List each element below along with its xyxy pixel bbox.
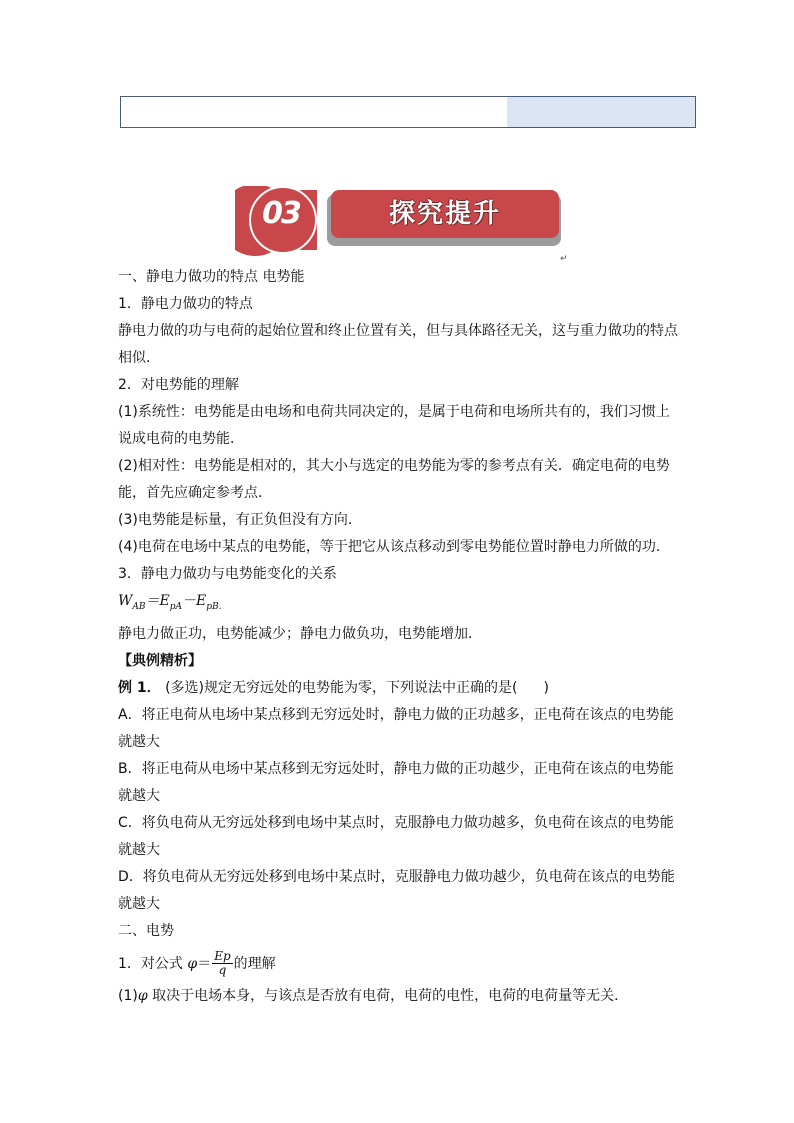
s2-item1-line2: 说成电荷的电势能． [118, 431, 244, 447]
formula-w-sub: AB [132, 601, 146, 612]
s2-formula-fraction [212, 950, 232, 977]
s2-item1-text: 取决于电场本身，与该点是否放有电荷，电荷的电性，电荷的电荷量等无关． [152, 987, 629, 1004]
s2-formula-prefix: 1．对公式 [118, 955, 183, 972]
banner-number: 03 [262, 196, 300, 231]
option-c-line2: 就越大 [118, 841, 160, 858]
section-banner [235, 186, 565, 256]
formula-e1: E [159, 593, 170, 609]
header-box-left [121, 97, 507, 127]
s2-item2-line1: (2)相对性：电势能是相对的，其大小与选定的电势能为零的参考点有关．确定电荷的电势 [118, 458, 670, 474]
s2-item3: (3)电势能是标量，有正负但没有方向． [118, 512, 362, 528]
document-body [118, 264, 678, 1010]
s2-item1-prefix: (1) [118, 987, 138, 1004]
header-box-right [507, 97, 695, 127]
header-box [120, 96, 696, 128]
s2-formula-line [118, 945, 678, 983]
s2-item1-line1: (1)系统性：电势能是由电场和电荷共同决定的，是属于电荷和电场所共有的，我们习惯上 [118, 404, 670, 420]
s2-item4: (4)电荷在电场中某点的电势能，等于把它从该点移动到零电势能位置时静电力所做的功． [118, 539, 670, 555]
formula-eq: ＝ [145, 593, 160, 609]
s3-paragraph: 静电力做正功，电势能减少；静电力做负功，电势能增加． [118, 625, 482, 642]
formula-minus: － [182, 593, 197, 609]
formula-e2: E [196, 593, 207, 609]
formula-w: W [118, 593, 133, 609]
s2-item2-line2: 能，首先应确定参考点． [118, 485, 272, 501]
formula-e2-sub: pB [206, 601, 219, 612]
s2-item1 [118, 983, 678, 1010]
example-tag: (多选) [165, 679, 205, 696]
option-c-line1: C．将负电荷从无穷远处移到电场中某点时，克服静电力做功越多，负电荷在该点的电势能 [118, 814, 674, 831]
option-a-line1: A．将正电荷从电场中某点移到无穷远处时，静电力做的正功越多，正电荷在该点的电势能 [118, 706, 674, 723]
banner-title: 探究提升 [388, 199, 501, 229]
s1-paragraph-line1: 静电力做的功与电荷的起始位置和终止位置有关，但与具体路径无关，这与重力做功的特点 [118, 323, 678, 339]
option-b-line2: 就越大 [118, 787, 160, 804]
section2-heading: 二、电势 [118, 922, 174, 939]
example-question-text: 规定无穷远处的电势能为零，下列说法中正确的是( [204, 679, 518, 696]
option-b-line1: B．将正电荷从电场中某点移到无穷远处时，静电力做的正功越少，正电荷在该点的电势能 [118, 760, 674, 777]
option-d-line1: D．将负电荷从无穷远处移到电场中某点时，克服静电力做功越少，负电荷在该点的电势能 [118, 868, 675, 885]
formula-e1-sub: pA [169, 601, 183, 612]
fraction-denominator: q [218, 963, 227, 978]
example-question [118, 675, 678, 702]
s2-formula-eq: ＝ [197, 955, 212, 972]
s2-formula-suffix: 的理解 [233, 955, 276, 972]
s2-formula-phi: φ [187, 955, 198, 972]
s1-title: 1．静电力做功的特点 [118, 296, 253, 312]
option-d-line2: 就越大 [118, 895, 160, 912]
formula-end: . [218, 601, 222, 612]
s1-paragraph-line2: 相似． [118, 350, 160, 366]
s2-title: 2．对电势能的理解 [118, 377, 239, 393]
option-a-line2: 就越大 [118, 733, 160, 750]
section1-heading: 一、静电力做功的特点 电势能 [118, 269, 305, 285]
s3-formula [118, 588, 678, 621]
s2-item1-phi: φ [137, 987, 148, 1004]
s3-title: 3．静电力做功与电势能变化的关系 [118, 566, 337, 582]
example-label: 【典例精析】 [118, 652, 202, 669]
example-question-close: ) [543, 679, 549, 696]
fraction-numerator: Ep [214, 949, 231, 964]
example-prefix: 例 1． [118, 679, 161, 696]
return-mark-icon: ↵ [560, 254, 568, 264]
